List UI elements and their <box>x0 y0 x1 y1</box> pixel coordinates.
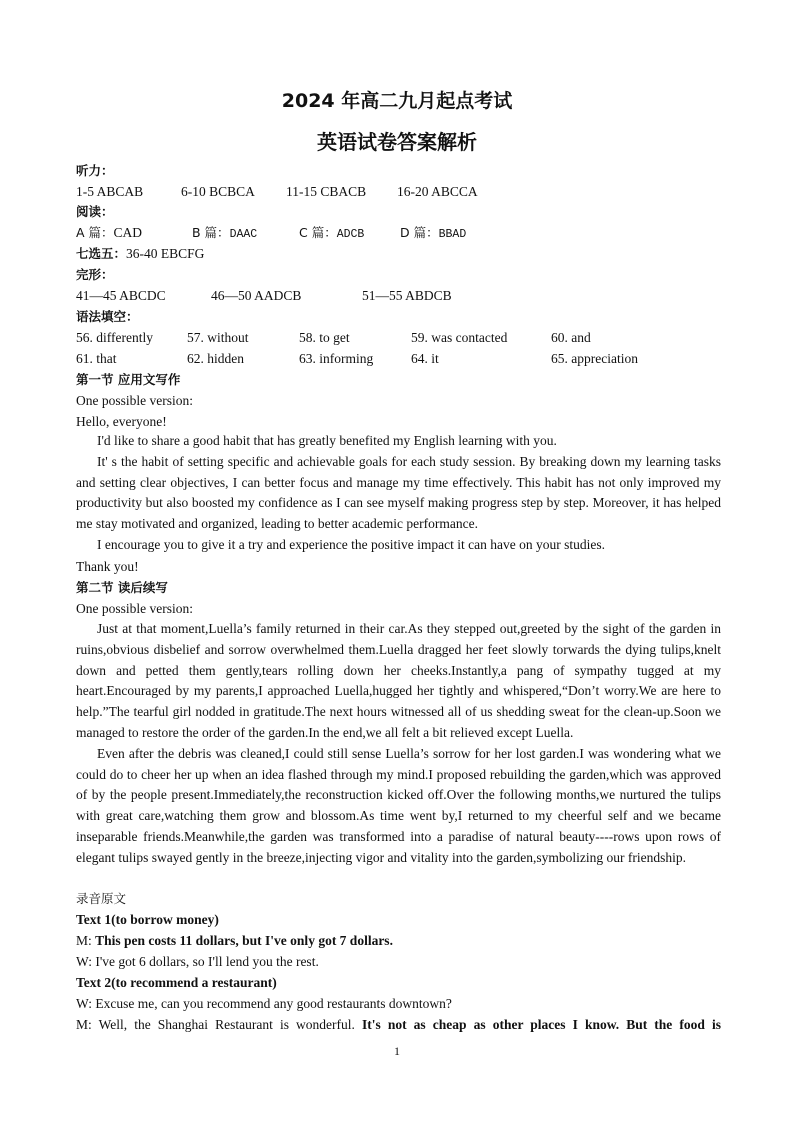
listening-answer: 6-10 BCBCA <box>181 184 255 199</box>
section1-heading: 第一节 应用文写作 <box>76 372 181 387</box>
section2-paragraph: Even after the debris was cleaned,I could still sense Luella’s sorrow for her lost garden.I was wondering what we could do to cheer her up when an idea flashed through my mind.I proposed rebuilding the garden,which was approved of by the people present.Immediately,the reconstruction kicked off.Over the following months,we nurtured the tulips with great care,watching them grow and blossom.As time went by,I returned to my cheerful self and we became inseparable friends.Meanwhile,the garden was transformed into a paradise of natural beauty----rows upon rows of elegant tulips swayed gently in the breeze,injecting vigor and vitality into the garden,symbolizing our friendship. <box>76 745 721 865</box>
reading-d-label: D 篇： <box>400 225 439 240</box>
section1-greeting: Hello, everyone! <box>76 414 167 429</box>
transcript-label: 录音原文 <box>76 891 127 906</box>
reading-b-answer: DAAC <box>229 228 258 241</box>
grammar-answer: 60. and <box>551 330 591 345</box>
text2-m-plain: M: Well, the Shanghai Restaurant is wonderful. <box>76 1017 362 1032</box>
cloze-label: 完形： <box>76 267 114 282</box>
section1-paragraph: It' s the habit of setting specific and achievable goals for each study session. By breaking down my learning tasks and setting clear objectives, I can better focus and manage my time effectively. This habit has not only improved my productivity but also boosted my confidence as I can see myself making progress step by step. Moreover, it has helped me stay motivated and organized, leading to better academic performance. <box>76 453 721 532</box>
reading-c-label: C 篇： <box>299 225 337 240</box>
cloze-answer: 51—55 ABDCB <box>362 288 452 303</box>
grammar-answer: 63. informing <box>299 351 374 366</box>
reading-label: 阅读： <box>76 204 114 219</box>
seven-label: 七选五： <box>76 246 127 261</box>
document-title: 2024 年高二九月起点考试 <box>281 90 513 112</box>
speaker-label: M: <box>76 933 96 948</box>
text1-m-line <box>76 930 721 951</box>
reading-d-answer: BBAD <box>438 228 467 241</box>
section2-body <box>76 619 721 869</box>
text2-w-line: W: Excuse me, can you recommend any good restaurants downtown? <box>76 996 452 1011</box>
section2-heading: 第二节 读后续写 <box>76 580 168 595</box>
seven-row <box>76 243 721 264</box>
grammar-label: 语法填空： <box>76 309 139 324</box>
section1-paragraph: I'd like to share a good habit that has greatly benefited my English learning with you. <box>97 433 557 448</box>
grammar-answer: 57. without <box>187 330 249 345</box>
section1-version: One possible version: <box>76 393 193 408</box>
section2-version: One possible version: <box>76 601 193 616</box>
section1-closing: Thank you! <box>76 559 139 574</box>
listening-answer: 1-5 ABCAB <box>76 184 144 199</box>
grammar-answer: 61. that <box>76 351 117 366</box>
cloze-answer: 41—45 ABCDC <box>76 288 166 303</box>
grammar-answer: 59. was contacted <box>411 330 508 345</box>
text2-m-bold: It's not as cheap as other places I know. But the food is <box>362 1017 721 1032</box>
page-number: 1 <box>394 1044 400 1058</box>
section2-paragraph: Just at that moment,Luella’s family returned in their car.As they stepped out,greeted by the sight of the garden in ruins,obvious disbelief and sorrow overwhelmed them.Luella dragged her feet slowly torwards the dying tulips,knelt down and petted them gently,tears rolling down her cheeks.Instantly,a pang of sympathy tugged at my heart.Encouraged by my parents,I approached Luella,hugged her tightly and whispered,“Don’t worry.We are here to help.”The tearful girl nodded in gratitude.The next hours witnessed all of us shedding sweat for the clean-up.Soon we managed to restore the order of the garden.In the end,we all felt a bit relieved except Luella. <box>76 621 721 740</box>
grammar-answer: 62. hidden <box>187 351 244 366</box>
text1-title: Text 1(to borrow money) <box>76 912 219 927</box>
grammar-answer: 65. appreciation <box>551 351 638 366</box>
listening-answer: 11-15 CBACB <box>286 184 367 199</box>
text1-w-line: W: I've got 6 dollars, so I'll lend you the rest. <box>76 954 319 969</box>
reading-a-label: A 篇： <box>76 225 114 240</box>
listening-label: 听力： <box>76 163 114 178</box>
section1-paragraph: I encourage you to give it a try and experience the positive impact it can have on your studies. <box>97 536 605 552</box>
cloze-answer: 46—50 AADCB <box>211 288 302 303</box>
grammar-answer: 58. to get <box>299 330 350 345</box>
seven-answer: 36-40 EBCFG <box>126 246 205 261</box>
listening-answer: 16-20 ABCCA <box>397 184 478 199</box>
text2-title: Text 2(to recommend a restaurant) <box>76 975 277 990</box>
text1-m-speech: This pen costs 11 dollars, but I've only got 7 dollars. <box>95 933 393 948</box>
document-subtitle: 英语试卷答案解析 <box>317 130 477 154</box>
reading-a-answer: CAD <box>113 225 143 240</box>
section1-body <box>76 431 721 556</box>
grammar-answer: 64. it <box>411 351 439 366</box>
reading-b-label: B 篇： <box>192 225 230 240</box>
grammar-answer: 56. differently <box>76 330 153 345</box>
text2-m-line <box>76 1014 721 1035</box>
reading-c-answer: ADCB <box>336 228 365 241</box>
